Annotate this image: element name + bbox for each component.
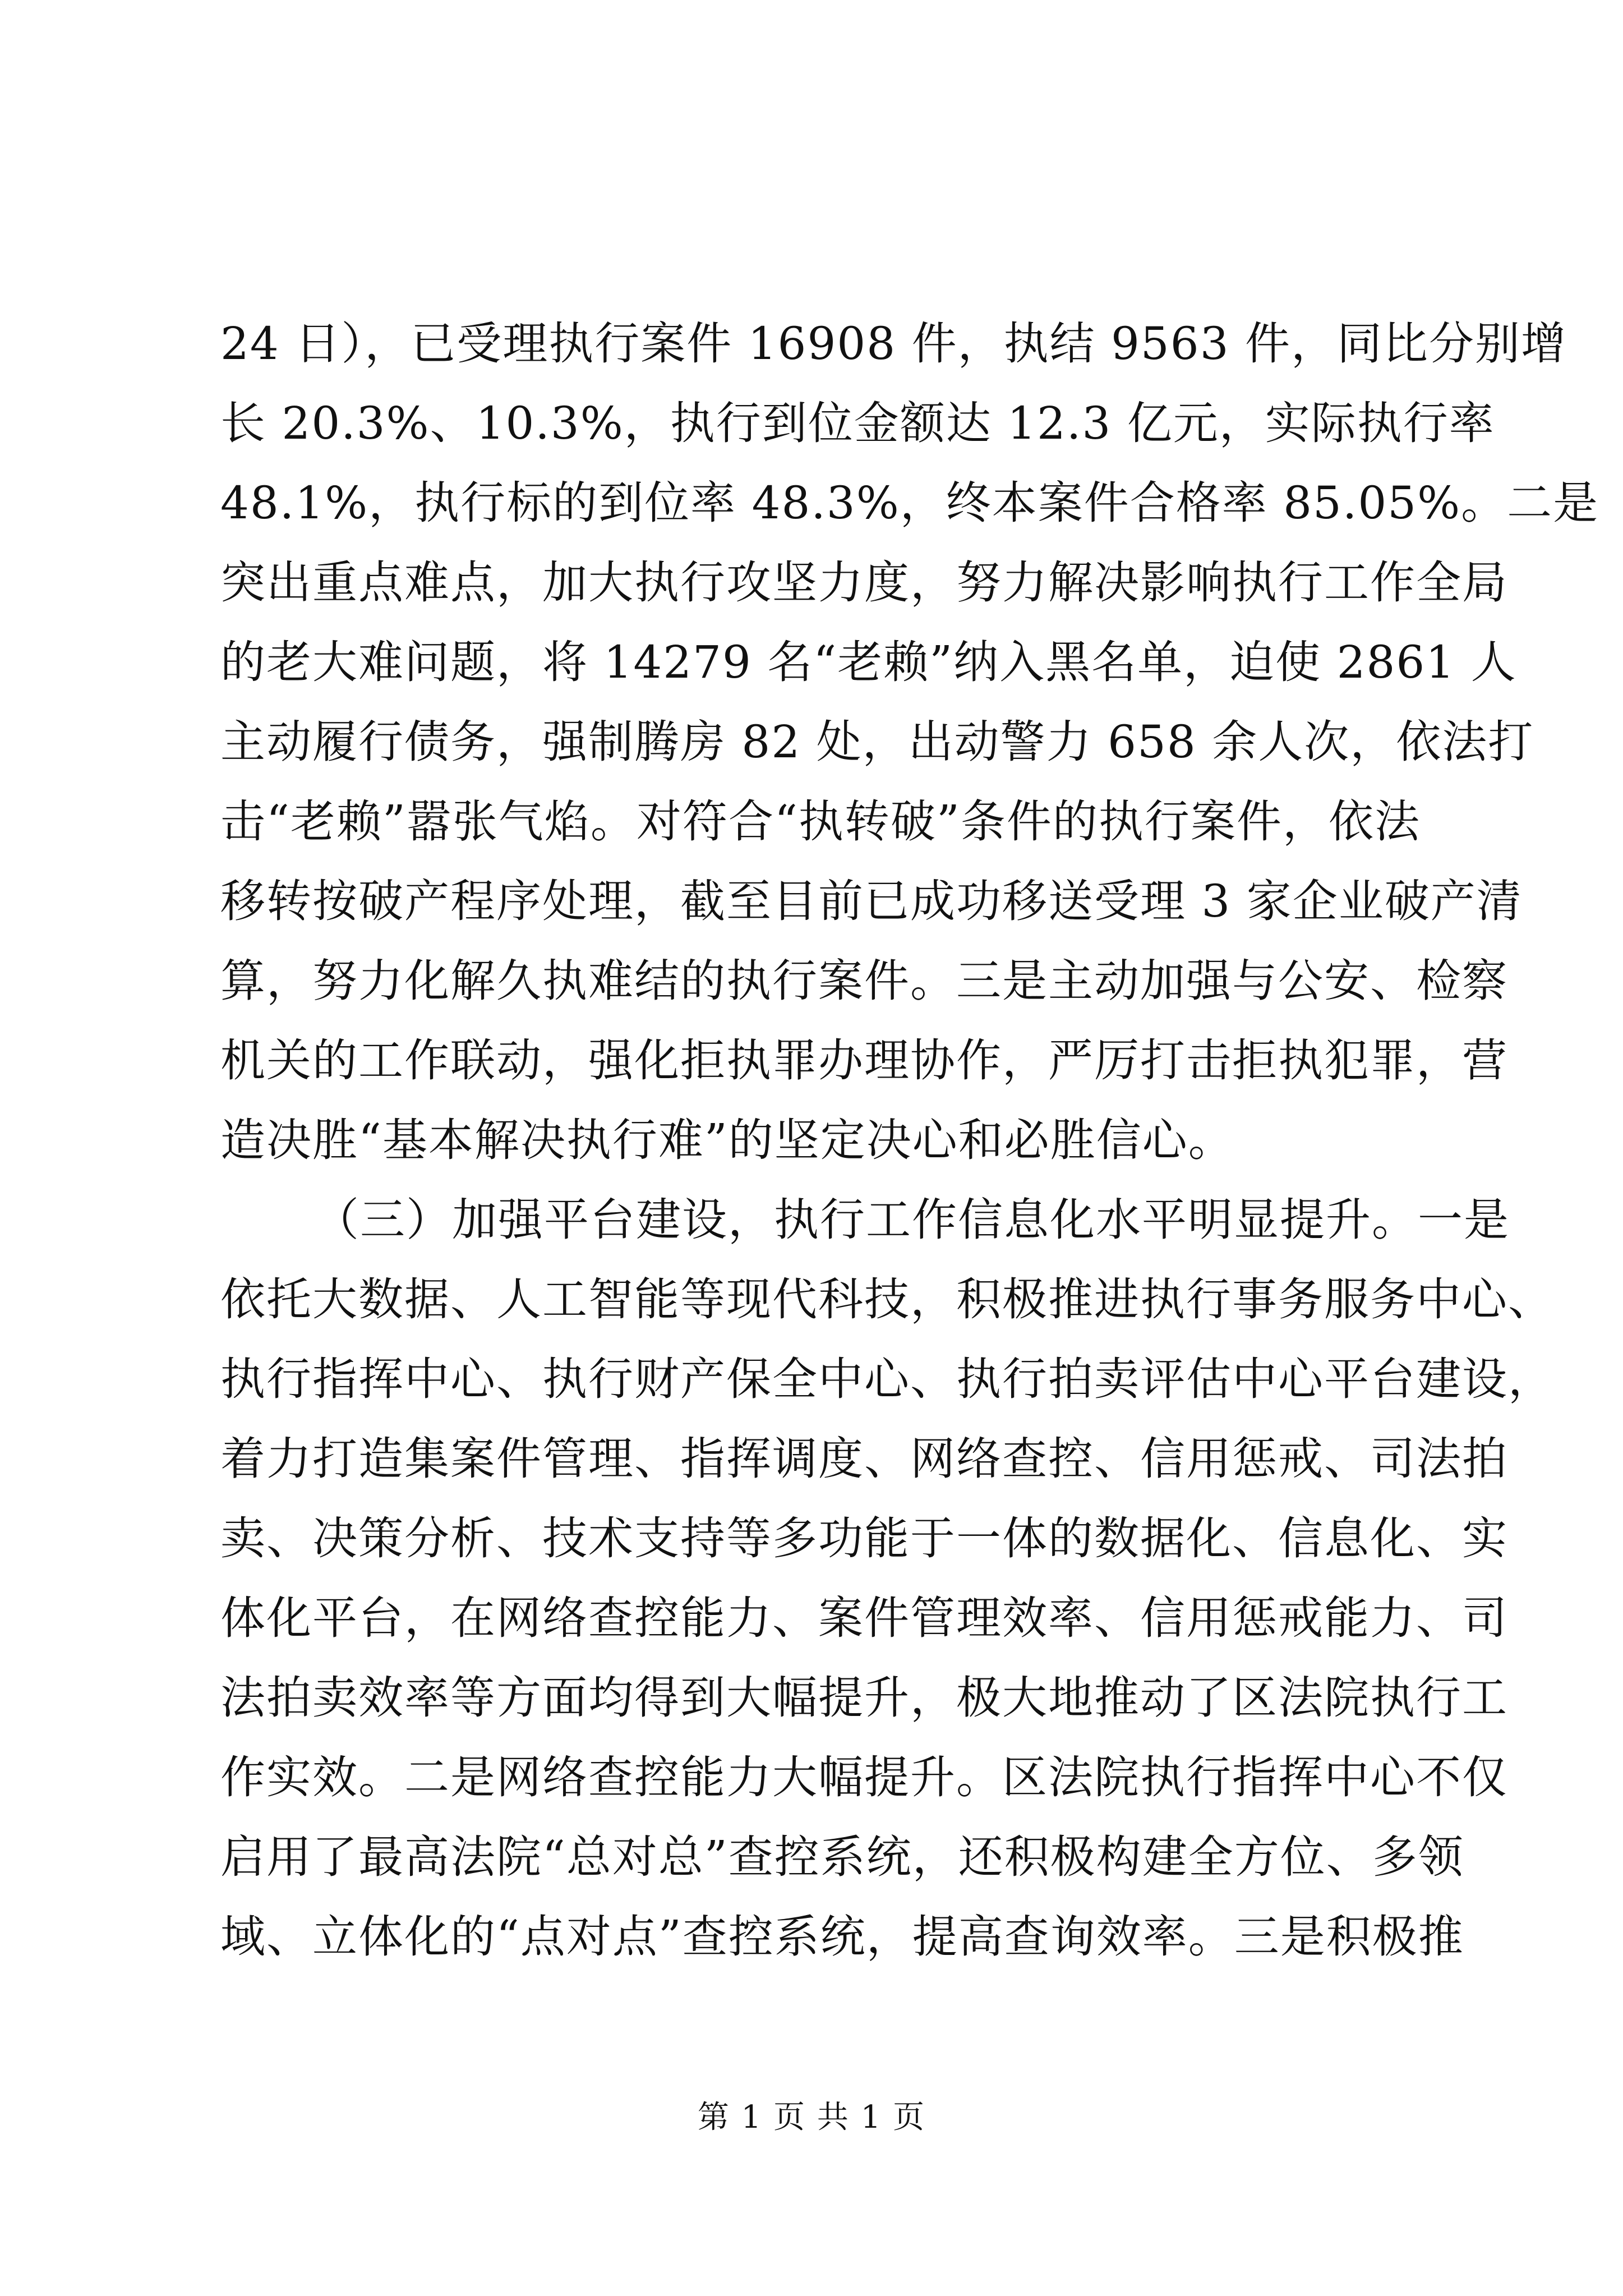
body-text-line: 移转按破产程序处理，截至目前已成功移送受理 3 家企业破产清	[220, 875, 1523, 927]
body-text-line: 击“老赖”嚣张气焰。对符合“执转破”条件的执行案件，依法	[220, 795, 1421, 848]
body-text-line: 长 20.3%、10.3%，执行到位金额达 12.3 亿元，实际执行率	[220, 397, 1495, 449]
body-text-line: 的老大难问题，将 14279 名“老赖”纳入黑名单，迫使 2861 人	[220, 636, 1517, 688]
body-text-line: 48.1%，执行标的到位率 48.3%，终本案件合格率 85.05%。二是	[220, 477, 1599, 529]
body-text-line: 机关的工作联动，强化拒执罪办理协作，严厉打击拒执犯罪，营	[220, 1034, 1508, 1087]
body-text-line: 卖、决策分析、技术支持等多功能于一体的数据化、信息化、实	[220, 1512, 1508, 1565]
body-text-line: 域、立体化的“点对点”查控系统，提高查询效率。三是积极推	[220, 1911, 1464, 1963]
paragraph-end-line: 造决胜“基本解决执行难”的坚定决心和必胜信心。	[220, 1114, 1234, 1166]
body-text-line: 启用了最高法院“总对总”查控系统，还积极构建全方位、多领	[220, 1831, 1464, 1883]
body-text-line: 算，努力化解久执难结的执行案件。三是主动加强与公安、检察	[220, 955, 1508, 1007]
page-footer: 第 1 页 共 1 页	[697, 2099, 926, 2136]
body-text-line: 作实效。二是网络查控能力大幅提升。区法院执行指挥中心不仅	[220, 1751, 1508, 1803]
body-text-line: 体化平台，在网络查控能力、案件管理效率、信用惩戒能力、司	[220, 1592, 1508, 1644]
body-text-line: 执行指挥中心、执行财产保全中心、执行拍卖评估中心平台建设，	[220, 1353, 1554, 1405]
section-heading-line: （三）加强平台建设，执行工作信息化水平明显提升。一是	[314, 1194, 1510, 1246]
body-text-line: 突出重点难点，加大执行攻坚力度，努力解决影响执行工作全局	[220, 556, 1508, 609]
body-text-line: 24 日），已受理执行案件 16908 件，执结 9563 件，同比分别增	[220, 318, 1567, 370]
body-text-line: 主动履行债务，强制腾房 82 处，出动警力 658 余人次，依法打	[220, 716, 1534, 768]
body-text-line: 着力打造集案件管理、指挥调度、网络查控、信用惩戒、司法拍	[220, 1433, 1508, 1485]
body-text-line: 法拍卖效率等方面均得到大幅提升，极大地推动了区法院执行工	[220, 1672, 1508, 1724]
body-text-line: 依托大数据、人工智能等现代科技，积极推进执行事务服务中心、	[220, 1273, 1554, 1326]
